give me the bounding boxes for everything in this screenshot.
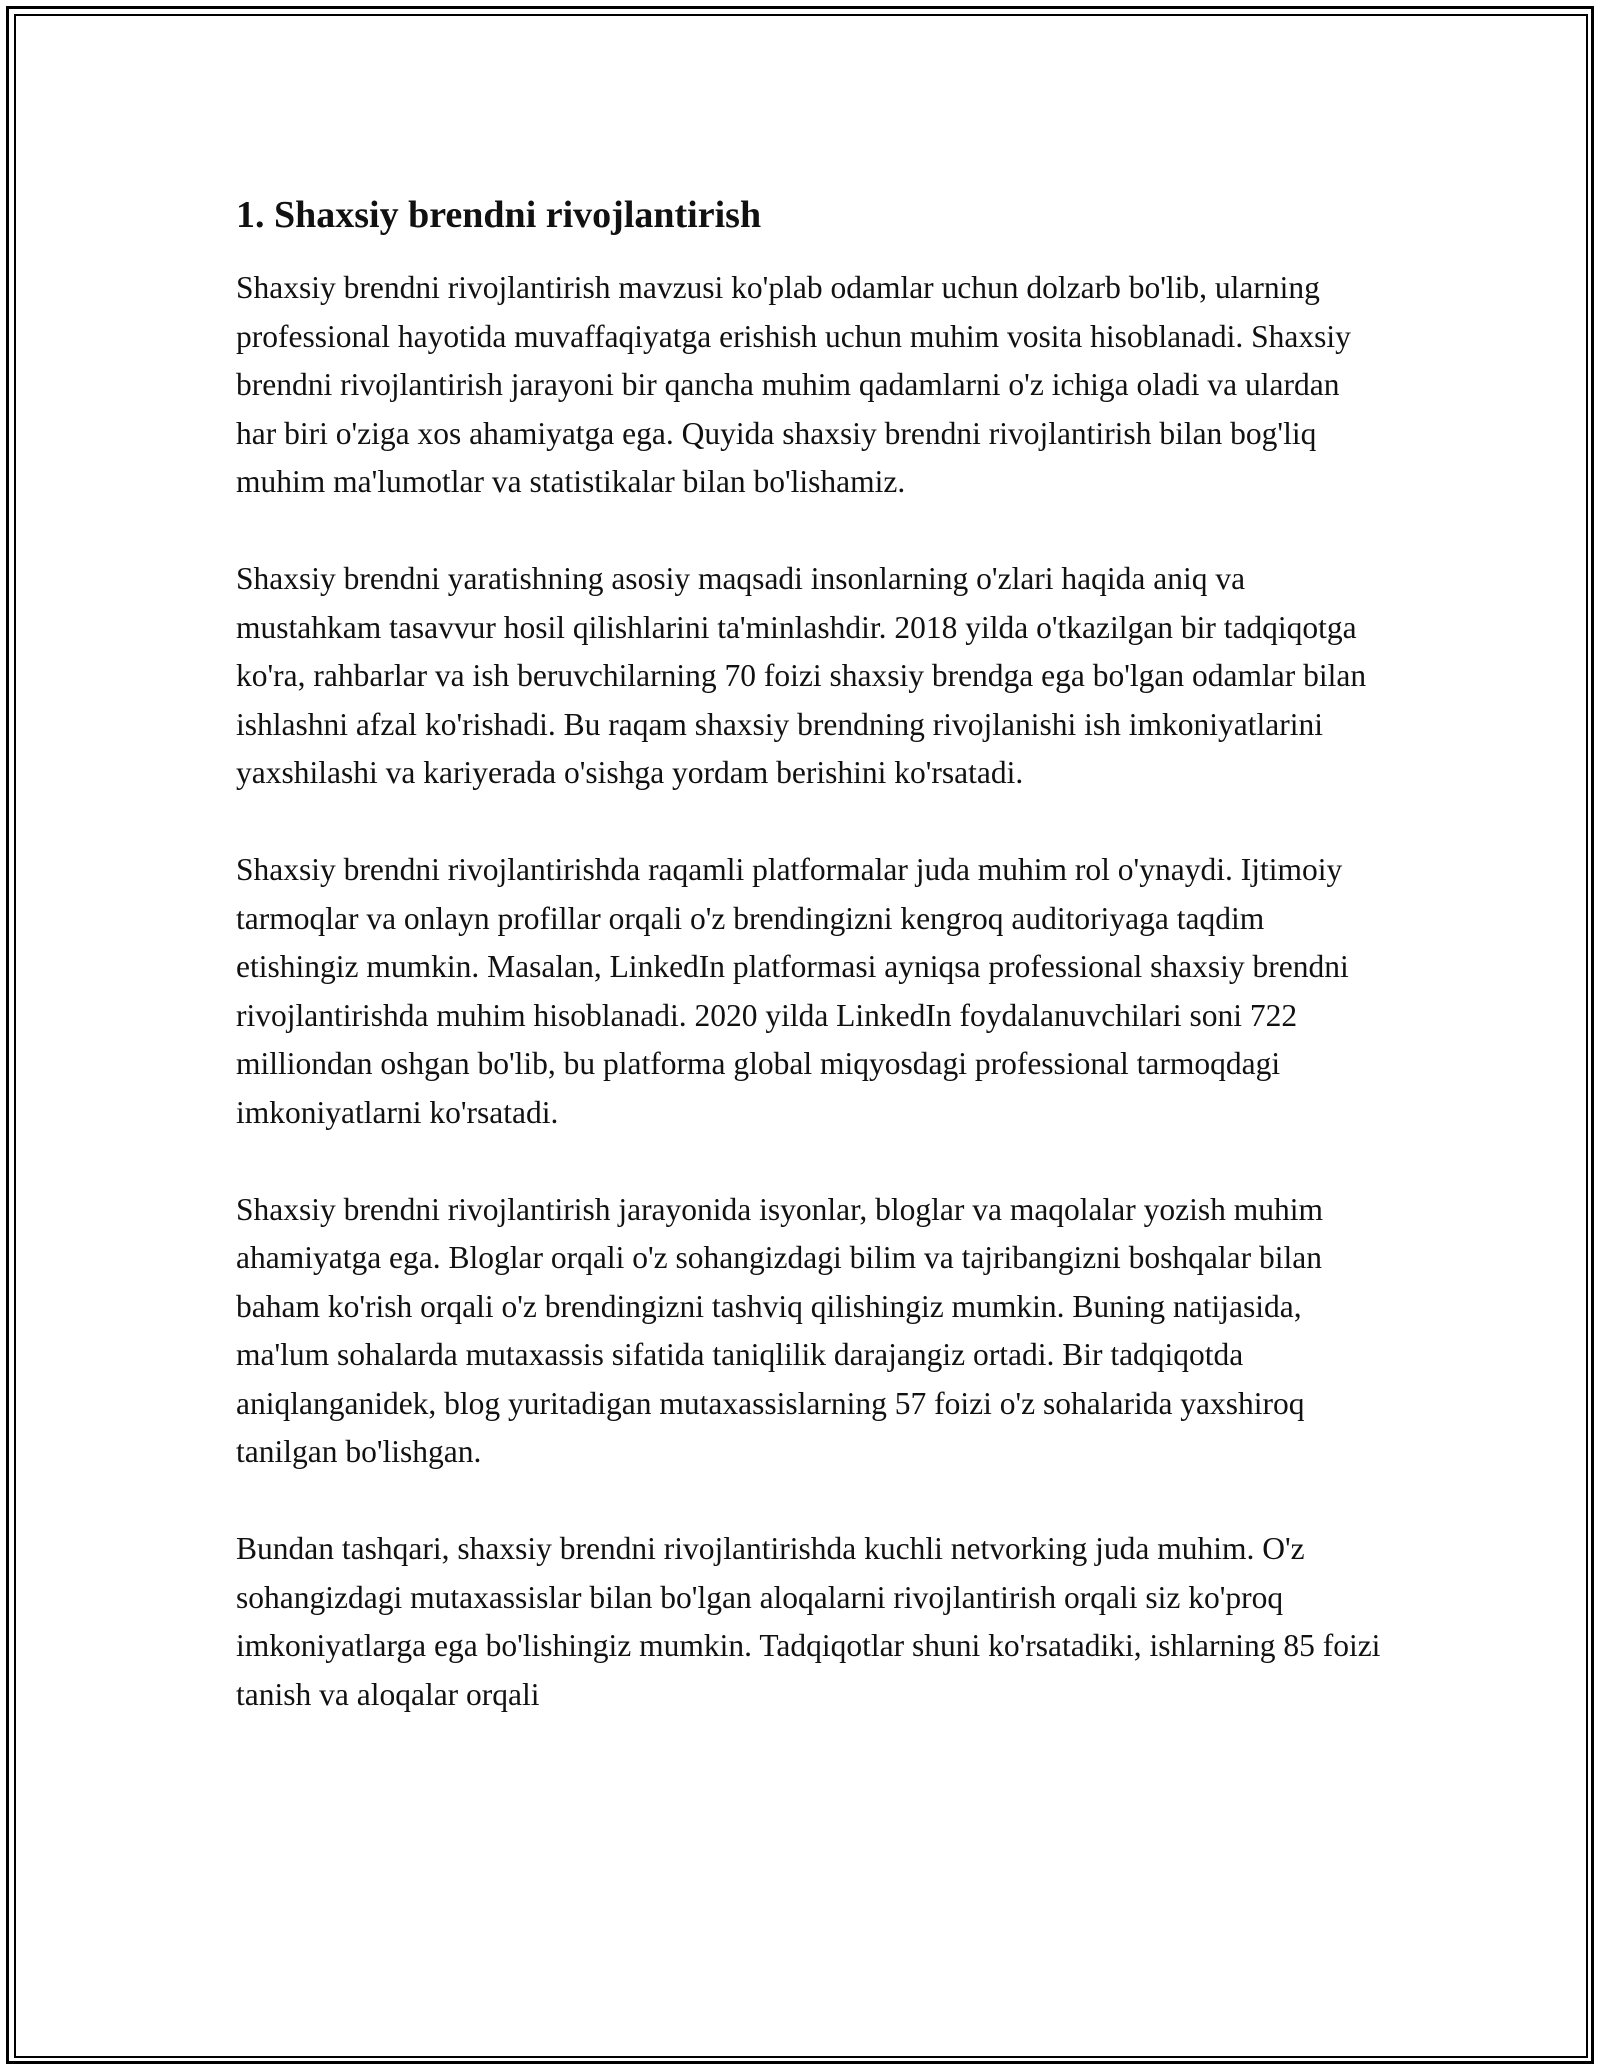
paragraph-4: Shaxsiy brendni rivojlantirish jarayonida isyonlar, bloglar va maqolalar yozish muhim ahamiyatga ega. Bloglar orqali o'z sohangizdagi bilim va tajribangizni boshqalar bilan baham ko'rish orqali o'z brendingizni tashviq qilishingiz mumkin. Buning natijasida, ma'lum sohalarda mutaxassis sifatida taniqlilik darajangiz ortadi. Bir tadqiqotda aniqlanganidek, blog yuritadigan mutaxassislarning 57 foizi o'z sohalarida yaxshiroq tanilgan bo'lishgan. bbox=[236, 1191, 1324, 1469]
paragraph-5: Bundan tashqari, shaxsiy brendni rivojlantirishda kuchli netvorking juda muhim. O'z sohangizdagi mutaxassislar bilan bo'lgan aloqalarni rivojlantirish orqali siz ko'proq imkoniyatlarga ega bo'lishingiz mumkin. Tadqiqotlar shuni ko'rsatadiki, ishlarning 85 foizi tanish va aloqalar orqali bbox=[236, 1531, 1381, 1712]
paragraph-1: Shaxsiy brendni rivojlantirish mavzusi ko'plab odamlar uchun dolzarb bo'lib, ularning professional hayotida muvaffaqiyatga erishish uchun muhim vosita hisoblanadi. Shaxsiy brendni rivojlantirish jarayoni bir qancha muhim qadamlarni o'z ichiga oladi va ulardan har biri o'ziga xos ahamiyatga ega. Quyida shaxsiy brendni rivojlantirish bilan bog'liq muhim ma'lumotlar va statistikalar bilan bo'lishamiz. bbox=[236, 270, 1351, 499]
document-body bbox=[236, 180, 1381, 1768]
paragraph-2: Shaxsiy brendni yaratishning asosiy maqsadi insonlarning o'zlari haqida aniq va mustahkam tasavvur hosil qilishlarini ta'minlashdir. 2018 yilda o'tkazilgan bir tadqiqotga ko'ra, rahbarlar va ish beruvchilarning 70 foizi shaxsiy brendga ega bo'lgan odamlar bilan ishlashni afzal ko'rishadi. Bu raqam shaxsiy brendning rivojlanishi ish imkoniyatlarini yaxshilashi va kariyerada o'sishga yordam berishini ko'rsatadi. bbox=[236, 561, 1367, 790]
paragraph-3: Shaxsiy brendni rivojlantirishda raqamli platformalar juda muhim rol o'ynaydi. Ijtimoiy tarmoqlar va onlayn profillar orqali o'z brendingizni kengroq auditoriyaga taqdim etishingiz mumkin. Masalan, LinkedIn platformasi ayniqsa professional shaxsiy brendni rivojlantirishda muhim hisoblanadi. 2020 yilda LinkedIn foydalanuvchilari soni 722 milliondan oshgan bo'lib, bu platforma global miqyosdagi professional tarmoqdagi imkoniyatlarni ko'rsatadi. bbox=[236, 852, 1349, 1130]
section-title: 1. Shaxsiy brendni rivojlantirish bbox=[236, 194, 762, 236]
